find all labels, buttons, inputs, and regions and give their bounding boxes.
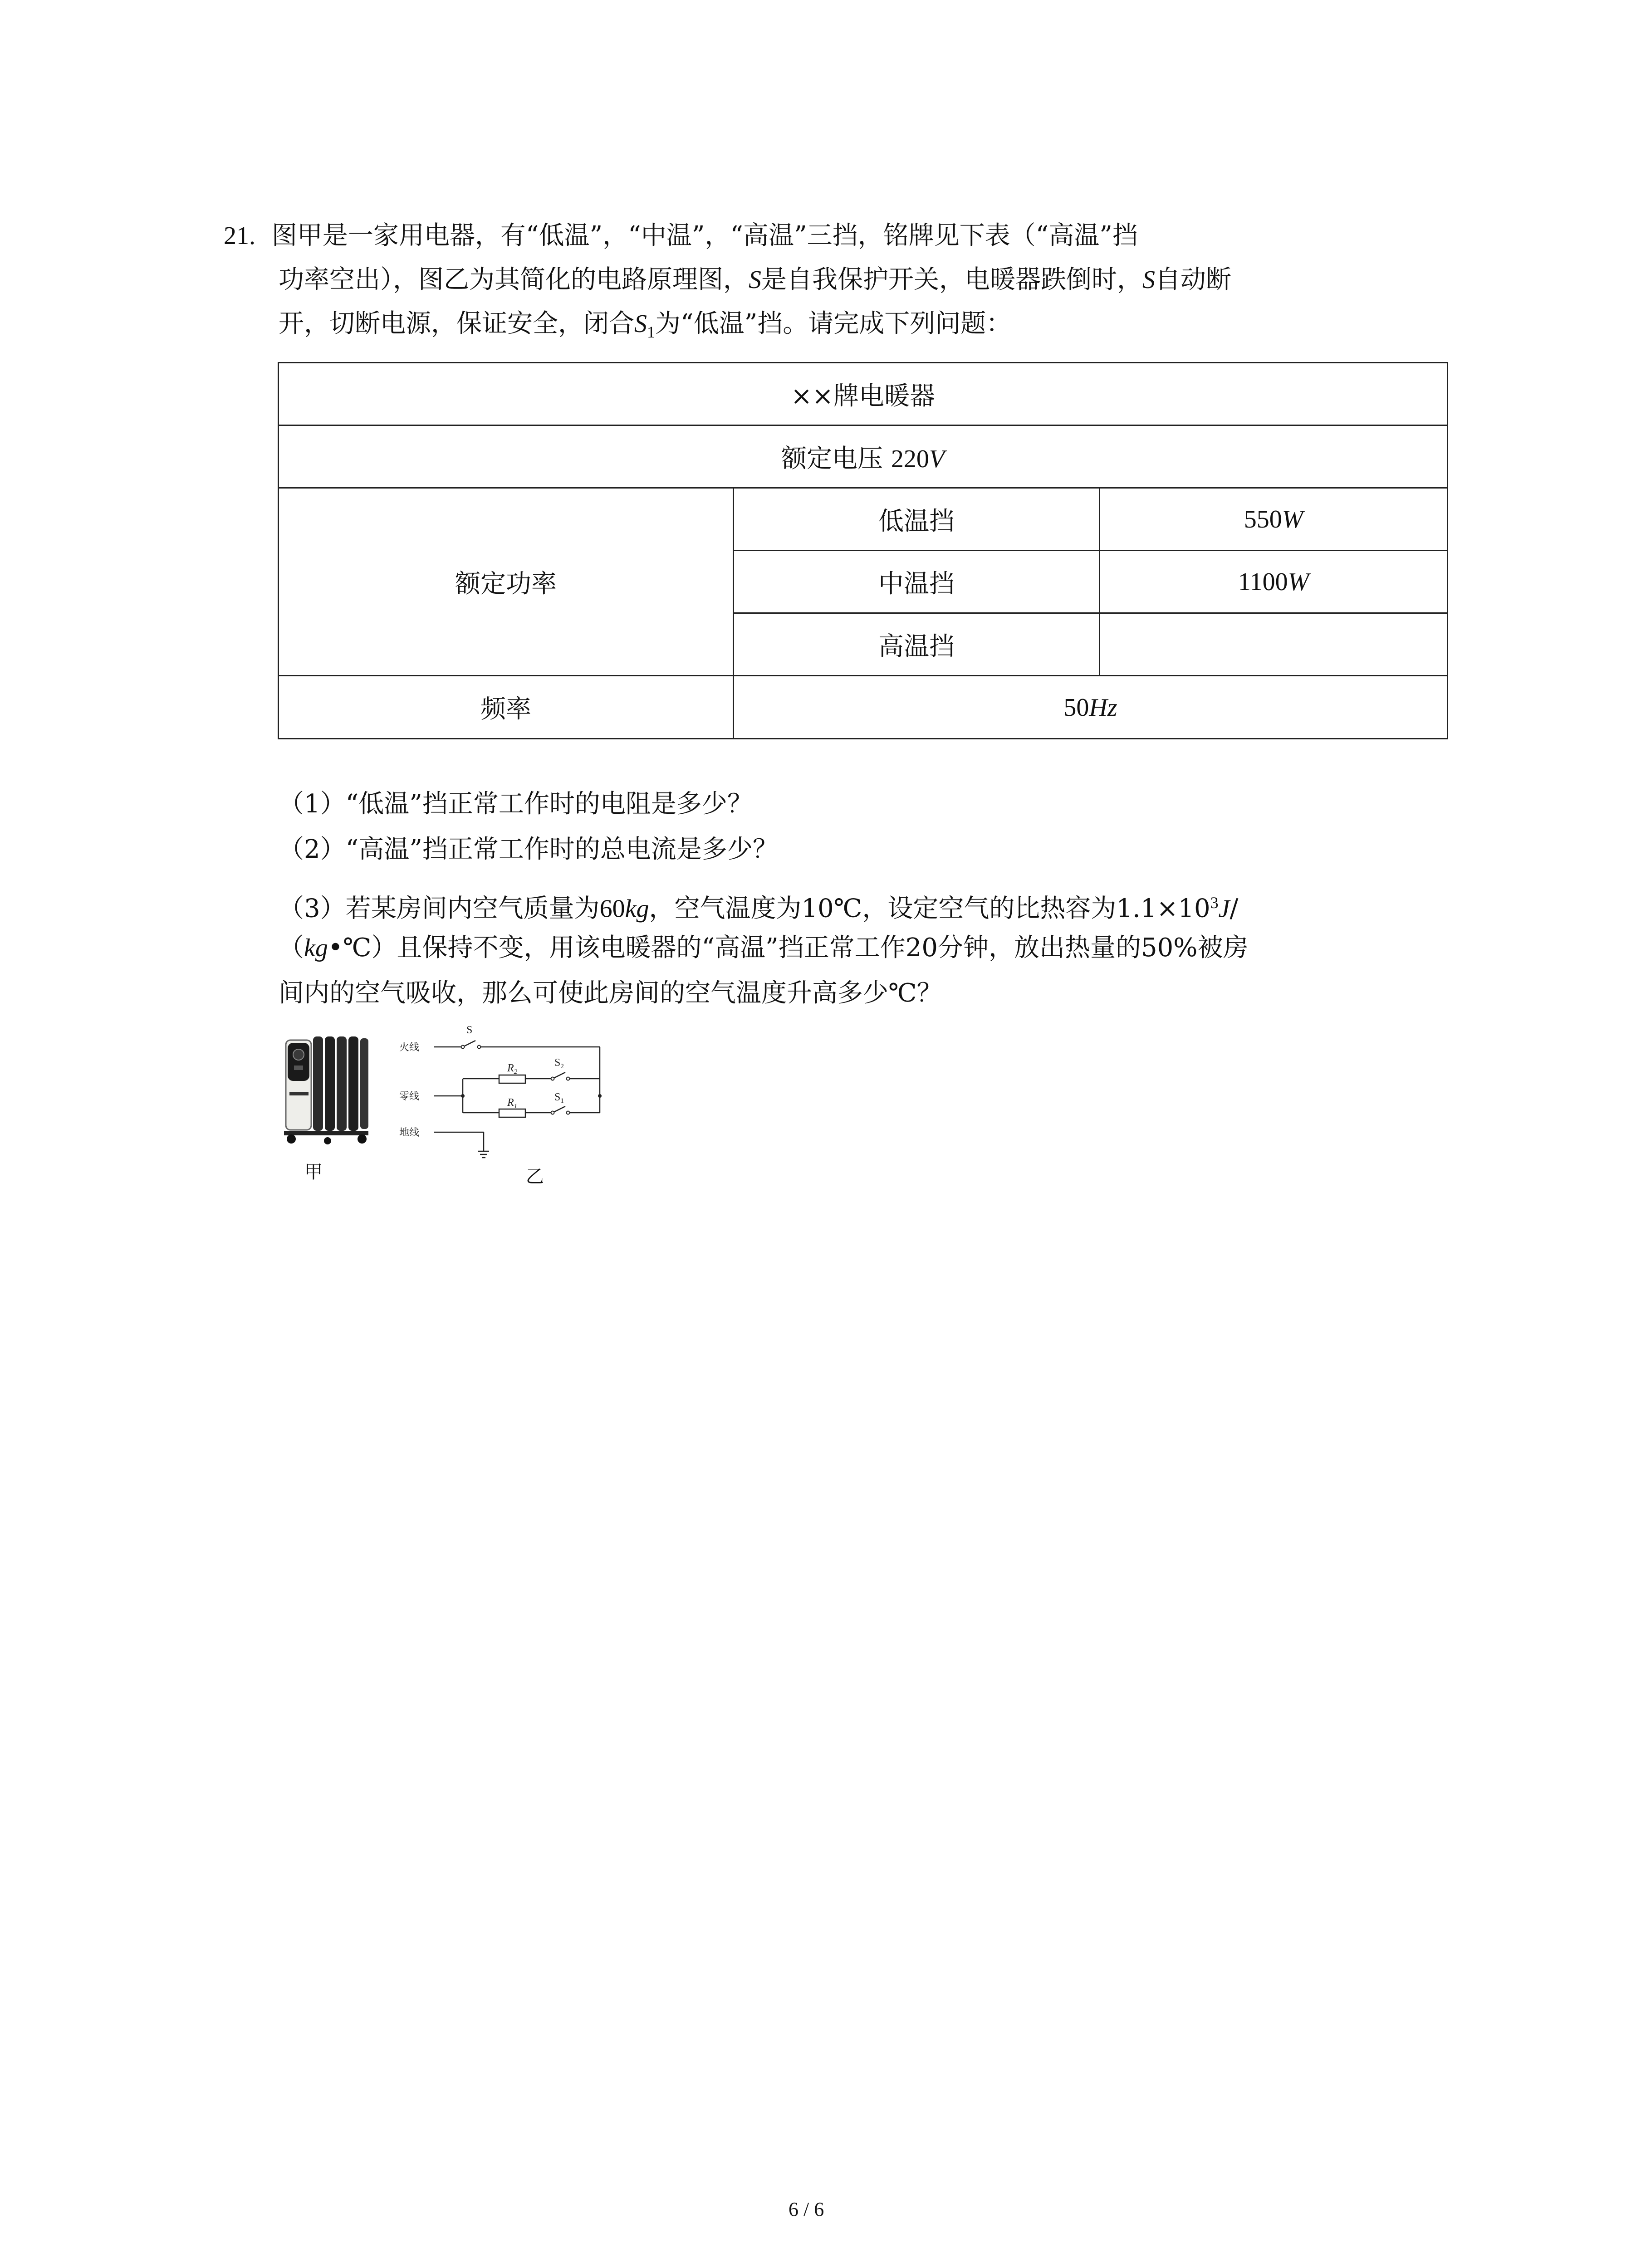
question-number: 21. [224, 222, 255, 250]
switch-s1-symbol: S [634, 310, 647, 338]
table-title: ××牌电暖器 [279, 363, 1448, 425]
question-line-2 [279, 262, 1231, 298]
r1-label: $R_1$ [507, 1097, 518, 1110]
rated-voltage-label: 额定电压 [781, 444, 883, 474]
switch-s-symbol: S [749, 266, 761, 294]
frequency-unit: Hz [1089, 693, 1117, 722]
question-intro-2c: 自动断 [1155, 265, 1231, 294]
power-mid-cell [1100, 551, 1448, 613]
unit-kg: kg [304, 934, 328, 962]
subquestion-3c: （ [279, 933, 304, 963]
exponent: 3 [1210, 894, 1219, 912]
neutral-wire-label: 零线 [399, 1091, 420, 1102]
nameplate-table [278, 362, 1448, 739]
subquestion-3-line-1 [279, 885, 1238, 927]
question-line-1 [224, 218, 1138, 254]
frequency-label: 频率 [279, 676, 734, 739]
unit-joule: J [1218, 894, 1230, 923]
rated-voltage-cell [279, 425, 1448, 488]
level-low: 低温挡 [734, 488, 1100, 551]
rated-voltage-unit: V [929, 445, 945, 473]
level-mid: 中温挡 [734, 551, 1100, 613]
subquestion-3b: ，空气温度为10℃，设定空气的比热容为1.1×10 [649, 894, 1210, 924]
subquestion-3a: （3）若某房间内空气质量为 [279, 894, 600, 924]
caption-yi: 乙 [526, 1166, 544, 1187]
page-number: 6 / 6 [789, 2198, 824, 2220]
s2-label: $S_2$ [554, 1057, 564, 1070]
caption-jia: 甲 [304, 1162, 323, 1183]
question-intro-1: 图甲是一家用电器，有“低温”，“中温”，“高温”三挡，铭牌见下表（“高温”挡 [271, 221, 1138, 250]
s1-label: $S_1$ [554, 1091, 564, 1105]
subquestion-3-line-3: 间内的空气吸收，那么可使此房间的空气温度升高多少℃？ [279, 978, 942, 1008]
power-low-unit: W [1282, 505, 1303, 533]
subquestion-1: （1）“低温”挡正常工作时的电阻是多少？ [279, 789, 753, 819]
power-low-value: 550 [1244, 505, 1282, 533]
power-mid-value: 1100 [1238, 568, 1288, 596]
subquestion-2: （2）“高温”挡正常工作时的总电流是多少？ [279, 835, 778, 864]
air-mass-unit: kg [625, 894, 649, 923]
subquestion-3-line-2 [279, 930, 1249, 966]
rated-voltage-value: 220 [891, 445, 929, 473]
switch-s1-subscript: 1 [647, 323, 655, 342]
ground-wire-label: 地线 [399, 1127, 420, 1139]
switch-s-label: S [466, 1024, 473, 1036]
circuit-diagram [395, 1015, 612, 1165]
r2-label: $R_2$ [507, 1062, 518, 1075]
power-low-cell [1100, 488, 1448, 551]
switch-s-symbol: S [1142, 266, 1155, 294]
subquestion-3d: •℃）且保持不变，用该电暖器的“高温”挡正常工作20分钟，放出热量的50%被房 [328, 933, 1249, 963]
frequency-value: 50 [1063, 693, 1089, 722]
rated-power-label: 额定功率 [279, 488, 734, 676]
question-intro-2b: 是自我保护开关，电暖器跌倒时， [761, 265, 1142, 294]
live-wire-label: 火线 [399, 1042, 420, 1053]
unit-slash: / [1230, 894, 1239, 924]
question-intro-2a: 功率空出），图乙为其简化的电路原理图， [279, 265, 749, 294]
question-intro-3b: 为“低温”挡。请完成下列问题： [655, 309, 1012, 338]
question-line-3 [279, 306, 1011, 350]
heater-image [278, 1027, 373, 1150]
power-high-cell [1100, 613, 1448, 676]
level-high: 高温挡 [734, 613, 1100, 676]
question-intro-3a: 开，切断电源，保证安全，闭合 [279, 309, 634, 338]
power-mid-unit: W [1288, 568, 1309, 596]
air-mass-value: 60 [599, 894, 625, 923]
frequency-cell [734, 676, 1448, 739]
